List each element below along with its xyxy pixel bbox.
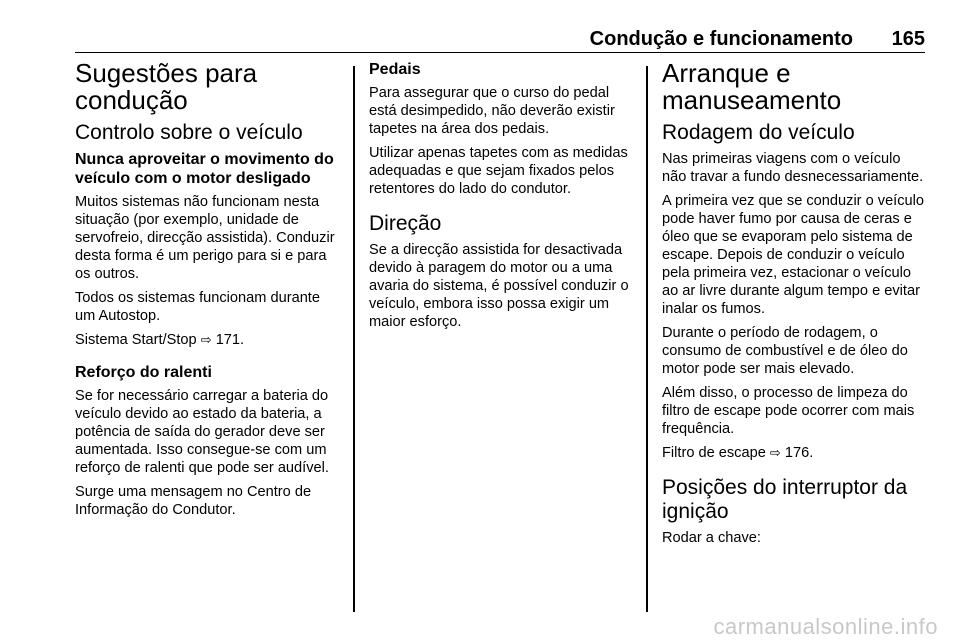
heading-running-in: Rodagem do veículo (662, 121, 855, 144)
paragraph: Além disso, o processo de limpeza do filtro de escape pode ocorrer com mais frequência. (662, 385, 915, 437)
arrow-right-icon: ⇨ (769, 445, 781, 460)
paragraph: Nas primeiras viagens com o veículo não travar a fundo desnecessariamente. (662, 151, 924, 185)
paragraph: Utilizar apenas tapetes com as medidas adequadas e que sejam fixados pelos retentores do lado do condutor. (369, 145, 628, 197)
page-number: 165 (891, 28, 925, 50)
watermark: carmanualsonline.info (713, 614, 938, 639)
paragraph: Se a direcção assistida for desactivada devido à paragem do motor ou a uma avaria do sistema, é possível conduzir o veículo, embora isso possa exigir um maior esforço. (369, 242, 629, 330)
heading-pedals: Pedais (369, 61, 421, 78)
heading-coasting: Nunca aproveitar o movimento do veículo com o motor desligado (75, 151, 334, 187)
reference-text: Filtro de escape (662, 445, 766, 461)
heading-ignition-positions: Posições do interruptor da ignição (662, 476, 908, 523)
column-divider-2 (646, 66, 648, 612)
paragraph: Rodar a chave: (662, 530, 761, 546)
reference-page: 176. (780, 445, 814, 461)
column-3 (662, 60, 928, 553)
heading-vehicle-control: Controlo sobre o veículo (75, 121, 303, 144)
page-header (75, 26, 925, 53)
reference-text: Sistema Start/Stop (75, 332, 197, 348)
heading-starting-operating: Arranque e manuseamento (662, 58, 842, 115)
section-title: Condução e funcionamento (589, 28, 853, 50)
heading-idle-boost: Reforço do ralenti (75, 364, 212, 381)
column-divider-1 (353, 66, 355, 612)
cross-reference (75, 331, 343, 349)
cross-reference (662, 444, 928, 462)
paragraph: Durante o período de rodagem, o consumo de combustível e de óleo do motor pode ser mais elevado. (662, 325, 908, 377)
column-2 (369, 60, 633, 337)
paragraph: A primeira vez que se conduzir o veículo pode haver fumo por causa de ceras e óleo que se evaporam pelo sistema de escape. Depois de conduzir o veículo pela primeira vez, estacionar o veículo ao ar livre durante algum tempo e evitar inalar os fumos. (662, 193, 925, 317)
column-1 (75, 60, 343, 525)
paragraph: Surge uma mensagem no Centro de Informação do Condutor. (75, 484, 312, 518)
heading-steering: Direção (369, 212, 442, 235)
paragraph: Todos os sistemas funcionam durante um Autostop. (75, 290, 320, 324)
reference-page: 171. (211, 332, 245, 348)
paragraph: Se for necessário carregar a bateria do veículo devido ao estado da bateria, a potência de saída do gerador deve ser aumentada. Isso consegue-se com um reforço de ralenti que pode ser audível. (75, 388, 329, 476)
paragraph: Muitos sistemas não funcionam nesta situação (por exemplo, unidade de servofreio, direcção assistida). Conduzir desta forma é um perigo para si e para os outros. (75, 194, 335, 282)
arrow-right-icon: ⇨ (200, 332, 212, 347)
heading-driving-tips: Sugestões para condução (75, 58, 258, 115)
paragraph: Para assegurar que o curso do pedal está desimpedido, não deverão existir tapetes na área dos pedais. (369, 85, 615, 137)
